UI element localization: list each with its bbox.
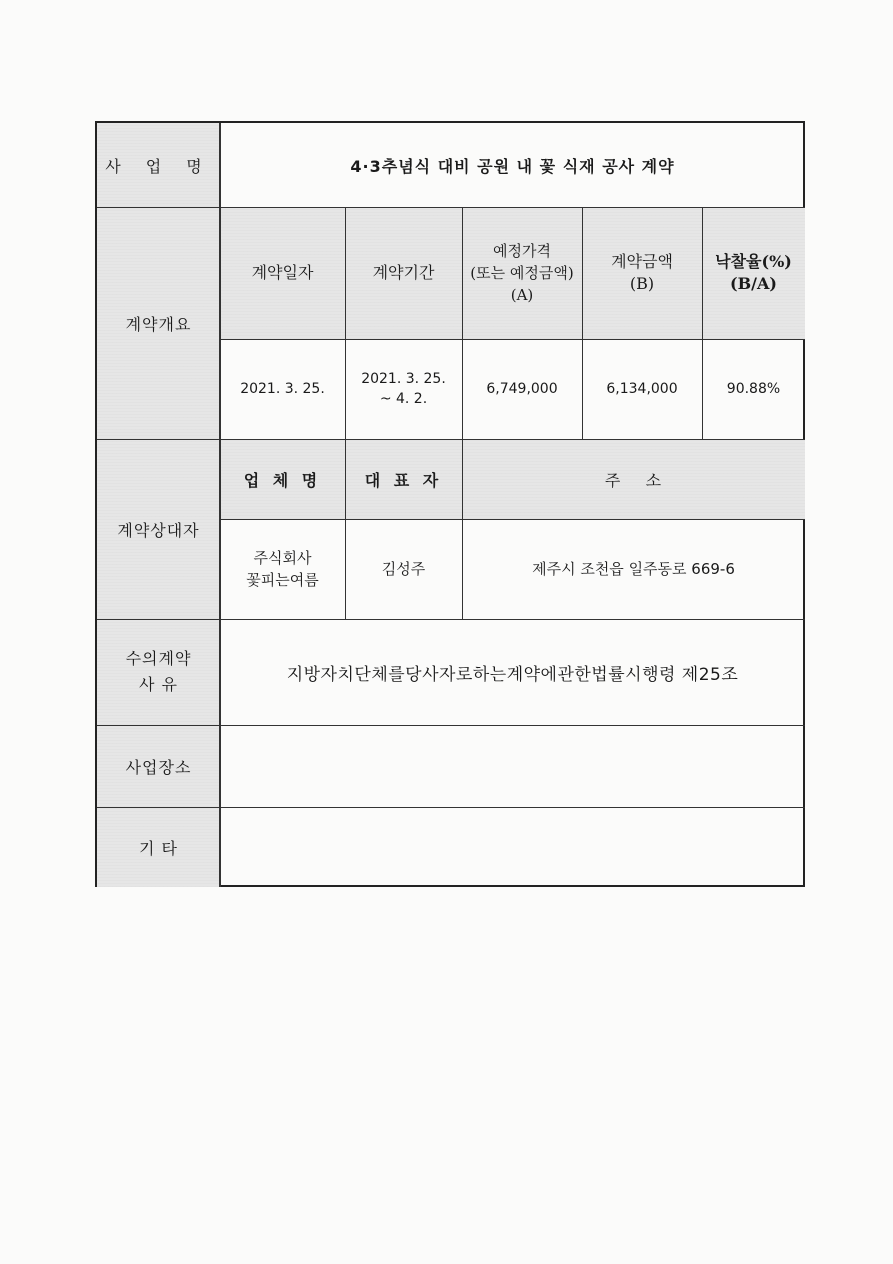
location-label: 사업장소 — [97, 725, 220, 807]
grid-line — [220, 519, 805, 520]
contract-table — [95, 121, 805, 887]
contract-period-value: 2021. 3. 25. ~ 4. 2. — [361, 371, 446, 407]
contract-date-value: 2021. 3. 25. — [240, 381, 325, 397]
contract-amount-value: 6,134,000 — [606, 381, 678, 397]
address-value: 제주시 조천읍 일주동로 669-6 — [532, 560, 735, 578]
company-name-header: 업 체 명 — [220, 439, 345, 519]
representative-header: 대 표 자 — [345, 439, 462, 519]
reason-value: 지방자치단체를당사자로하는계약에관한법률시행령 제25조 — [286, 664, 739, 685]
grid-line — [97, 725, 805, 726]
grid-line — [702, 207, 703, 439]
address-header: 주 소 — [462, 439, 805, 519]
representative-value: 김성주 — [381, 560, 426, 578]
contract-amount-header: 계약금액 (B) — [582, 207, 702, 339]
grid-line — [220, 339, 805, 340]
contract-period-header: 계약기간 — [345, 207, 462, 339]
grid-line — [582, 207, 583, 439]
estimated-price-header: 예정가격 (또는 예정금액) (A) — [462, 207, 582, 339]
grid-line — [97, 439, 805, 440]
grid-line — [97, 207, 805, 208]
project-name-value: 4·3추념식 대비 공원 내 꽃 식재 공사 계약 — [350, 156, 675, 176]
estimated-price-value: 6,749,000 — [486, 381, 558, 397]
overview-label: 계약개요 — [97, 207, 220, 439]
grid-line — [97, 807, 805, 808]
grid-line — [345, 207, 346, 619]
contract-date-header: 계약일자 — [220, 207, 345, 339]
grid-line — [219, 123, 221, 887]
project-name-label: 사 업 명 — [97, 123, 220, 207]
reason-label: 수의계약 사 유 — [97, 619, 220, 725]
counterparty-label: 계약상대자 — [97, 439, 220, 619]
etc-value — [220, 807, 805, 887]
award-rate-value: 90.88% — [726, 381, 781, 397]
etc-label: 기 타 — [97, 807, 220, 887]
company-name-value: 주식회사 꽃피는여름 — [246, 549, 319, 589]
grid-line — [97, 619, 805, 620]
location-value — [220, 725, 805, 807]
grid-line — [462, 207, 463, 619]
award-rate-header: 낙찰율(%) (B/A) — [702, 207, 805, 339]
